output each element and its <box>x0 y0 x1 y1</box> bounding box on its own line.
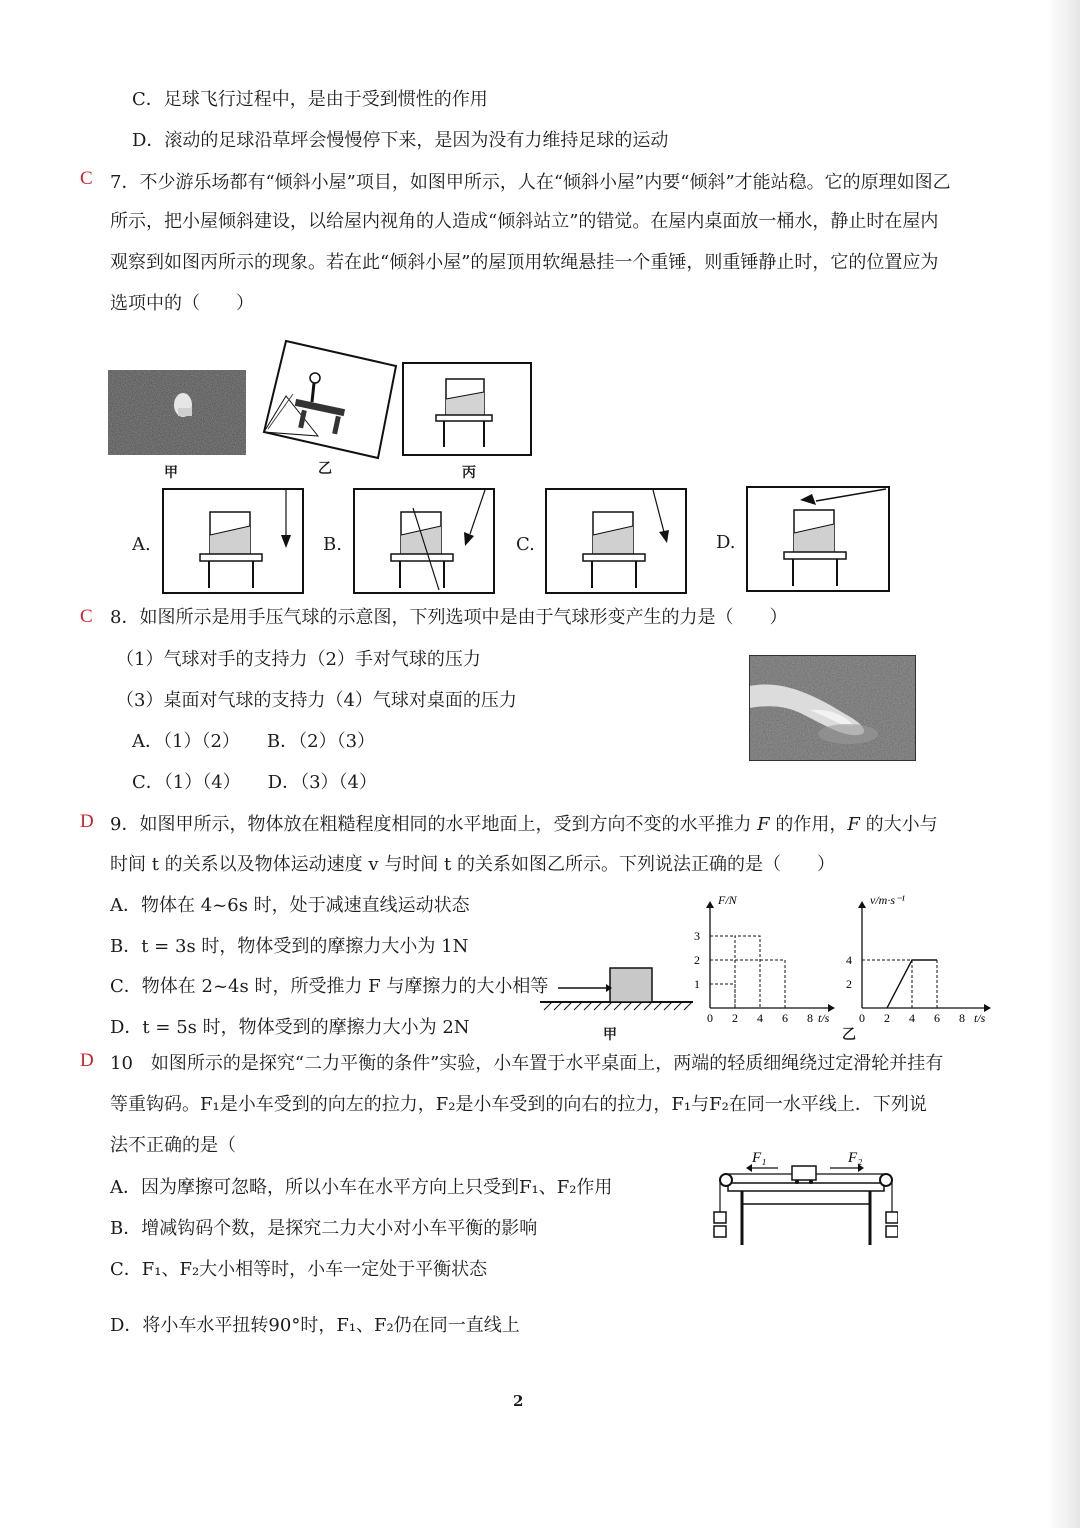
answer-mark-q9: D <box>80 811 94 832</box>
q9-stem-line1-part1: 9．如图甲所示，物体放在粗糙程度相同的水平地面上，受到方向不变的水平推力 <box>110 814 758 835</box>
q7-option-c-figure[interactable] <box>545 488 687 594</box>
f-graph-xtick: 2 <box>732 1011 738 1025</box>
q9-label-jia: 甲 <box>603 1027 617 1043</box>
q7-stem-line1: 7．不少游乐场都有“倾斜小屋”项目，如图甲所示，人在“倾斜小屋”内要“倾斜”才能站稳。它的原理如图乙 <box>110 172 951 193</box>
q8-hand-pressing-balloon-photo <box>749 655 916 761</box>
f-graph-segment-2-4 <box>735 936 760 1008</box>
q7-figure-jia-photo <box>108 370 246 455</box>
q7-option-c-label: C. <box>516 534 535 555</box>
q6-option-d: D．滚动的足球沿草坪会慢慢停下来，是因为没有力维持足球的运动 <box>132 130 669 151</box>
q7-stem-line3: 观察到如图丙所示的现象。若在此“倾斜小屋”的屋顶用软绳悬挂一个重锤，则重锤静止时，它的位置应为 <box>110 252 939 273</box>
f-graph-xtick: 8 <box>807 1011 813 1025</box>
f-graph-ylabel: F/N <box>718 893 737 907</box>
f-graph-xtick: 6 <box>782 1011 788 1025</box>
q9-stem-line1 <box>110 813 938 837</box>
f-graph-segment-0-2 <box>710 984 735 1008</box>
v-graph-xtick: 6 <box>934 1011 940 1025</box>
q9-figure-jia-block-on-ground <box>540 960 695 1012</box>
q9-stem-line1-part3: 的大小与 <box>859 814 938 835</box>
q7-option-d-figure[interactable] <box>746 486 890 592</box>
f-graph-xtick: 4 <box>757 1011 763 1025</box>
f-graph-xtick: 0 <box>707 1011 713 1025</box>
y-axis-arrow <box>858 901 866 908</box>
q7-option-b-label: B. <box>323 534 342 555</box>
q9-graph-force-time <box>690 888 840 1033</box>
f-graph-xlabel: t/s <box>818 1011 830 1025</box>
q7-figure-bing-bucket-on-table <box>402 362 532 456</box>
v-graph-xlabel: t/s <box>974 1011 986 1025</box>
q9-label-yi: 乙 <box>842 1027 856 1043</box>
scan-edge-shadow <box>1046 0 1080 1528</box>
q9-option-c: C．物体在 2~4s 时，所受推力 F 与摩擦力的大小相等 <box>110 976 549 997</box>
q10-option-a: A．因为摩擦可忽略，所以小车在水平方向上只受到F₁、F₂作用 <box>110 1177 613 1198</box>
q8-options-a-b: A．（1）（2） B．（2）（3） <box>132 731 376 752</box>
v-graph-guide-4 <box>862 960 912 1008</box>
page-number: 2 <box>513 1392 524 1410</box>
q9-symbol-f: F <box>757 814 770 835</box>
v-graph-xtick: 0 <box>859 1011 865 1025</box>
q7-stem-line4: 选项中的（ ） <box>110 293 254 314</box>
q7-option-a-figure[interactable] <box>162 488 304 594</box>
q10-option-b: B．增减钩码个数，是探究二力大小对小车平衡的影响 <box>110 1218 538 1239</box>
q8-statement-1-2: （1）气球对手的支持力（2）手对气球的压力 <box>116 649 481 670</box>
q9-graph-velocity-time <box>838 888 998 1033</box>
q7-option-d-label: D. <box>716 532 736 553</box>
f-graph-ytick: 1 <box>694 977 700 991</box>
q9-option-d: D．t = 5s 时，物体受到的摩擦力大小为 2N <box>110 1017 470 1038</box>
v-graph-ytick: 2 <box>846 977 852 991</box>
q7-label-yi: 乙 <box>318 461 332 477</box>
q7-stem-line2: 所示，把小屋倾斜建设，以给屋内视角的人造成“倾斜站立”的错觉。在屋内桌面放一桶水，静止时在屋内 <box>110 211 939 232</box>
q6-option-c: C．足球飞行过程中，是由于受到惯性的作用 <box>132 89 488 110</box>
q10-figure-two-force-balance-apparatus <box>712 1142 898 1250</box>
q9-stem-line1-part2: 的作用， <box>769 814 848 835</box>
q8-options-c-d: C．（1）（4） D．（3）（4） <box>132 772 378 793</box>
q7-option-b-figure[interactable] <box>353 488 495 594</box>
q10-option-d: D．将小车水平扭转90°时，F₁、F₂仍在同一直线上 <box>110 1315 520 1336</box>
f-graph-ytick: 3 <box>694 929 700 943</box>
q10-label-f1: F₁ <box>752 1150 767 1166</box>
q9-symbol-f-2: F <box>847 814 860 835</box>
q10-stem-line1: 10 如图所示的是探究“二力平衡的条件”实验，小车置于水平桌面上，两端的轻质细绳绕过定滑轮并挂有 <box>110 1053 944 1074</box>
q10-stem-line2: 等重钩码。F₁是小车受到的向左的拉力，F₂是小车受到的向右的拉力，F₁与F₂在同一水平线上．下列说 <box>110 1094 927 1115</box>
f-graph-ytick: 2 <box>694 953 700 967</box>
q7-label-jia: 甲 <box>164 465 178 481</box>
q8-stem: 8．如图所示是用手压气球的示意图，下列选项中是由于气球形变产生的力是（ ） <box>110 607 788 628</box>
q7-label-bing: 丙 <box>462 465 476 481</box>
v-graph-xtick: 2 <box>884 1011 890 1025</box>
q9-option-a: A．物体在 4~6s 时，处于减速直线运动状态 <box>110 895 470 916</box>
v-graph-xtick: 8 <box>959 1011 965 1025</box>
v-graph-xtick: 4 <box>909 1011 915 1025</box>
answer-mark-q8: C <box>80 606 93 627</box>
answer-mark-q7: C <box>80 168 93 189</box>
v-graph-ytick: 4 <box>846 953 852 967</box>
q8-statement-3-4: （3）桌面对气球的支持力（4）气球对桌面的压力 <box>116 690 517 711</box>
q10-stem-line3: 法不正确的是（ <box>110 1135 236 1156</box>
q7-option-a-label: A. <box>132 534 151 555</box>
q10-label-f2: F₂ <box>848 1150 863 1166</box>
y-axis-arrow <box>706 901 714 908</box>
q10-option-c: C．F₁、F₂大小相等时，小车一定处于平衡状态 <box>110 1259 488 1280</box>
q7-figure-yi-tilted-house <box>258 336 398 460</box>
v-graph-ylabel: v/m·s⁻¹ <box>870 893 905 907</box>
answer-mark-q10: D <box>80 1050 94 1071</box>
q9-stem-line2: 时间 t 的关系以及物体运动速度 v 与时间 t 的关系如图乙所示。下列说法正确的是（ ） <box>110 854 835 875</box>
q9-option-b: B．t = 3s 时，物体受到的摩擦力大小为 1N <box>110 936 469 957</box>
